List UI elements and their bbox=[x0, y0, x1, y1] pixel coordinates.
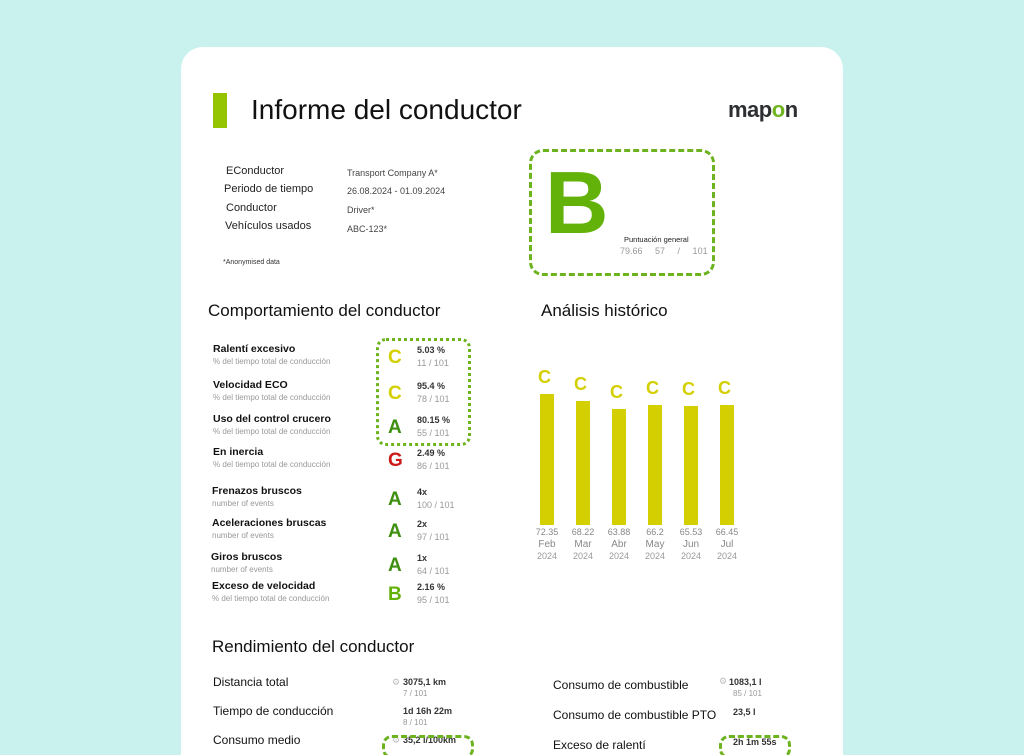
gear-icon: ⚙ bbox=[719, 676, 728, 686]
history-section-title: Análisis histórico bbox=[541, 301, 668, 320]
bar-value: 65.53 bbox=[679, 527, 703, 537]
metric-name: Exceso de velocidad bbox=[212, 580, 316, 592]
performance-metric-name: Consumo de combustible PTO bbox=[553, 708, 717, 722]
title-accent-bar bbox=[213, 93, 227, 128]
bar-year: 2024 bbox=[572, 551, 594, 561]
metric-grade: C bbox=[388, 383, 402, 404]
info-label: EConductor bbox=[226, 165, 285, 177]
bar-month: May bbox=[645, 539, 665, 550]
info-value: 26.08.2024 - 01.09.2024 bbox=[347, 186, 446, 196]
bar-value: 63.88 bbox=[607, 527, 631, 537]
metric-value: 4x bbox=[417, 487, 428, 497]
metric-value: 80.15 % bbox=[417, 415, 451, 425]
metric-rank: 100 / 101 bbox=[417, 500, 455, 510]
metric-subtitle: number of events bbox=[211, 565, 273, 574]
bar-month: Feb bbox=[538, 539, 556, 550]
performance-metric-value: 23,5 l bbox=[733, 707, 756, 717]
bar-year: 2024 bbox=[716, 551, 738, 561]
logo-pin-icon: o bbox=[771, 97, 785, 122]
metric-subtitle: % del tiempo total de conducción bbox=[213, 460, 331, 469]
bar-year: 2024 bbox=[644, 551, 666, 561]
metric-name: Uso del control crucero bbox=[213, 413, 331, 425]
bar-grade: C bbox=[682, 379, 695, 399]
bar-grade: C bbox=[574, 374, 587, 394]
overall-score-values: 79.66 57 / 101 bbox=[620, 246, 708, 256]
metric-rank: 97 / 101 bbox=[417, 532, 450, 542]
bar-month: Jun bbox=[682, 539, 700, 550]
metric-value: 2.49 % bbox=[417, 448, 446, 458]
metric-value: 95.4 % bbox=[417, 381, 446, 391]
metric-grade: A bbox=[388, 417, 402, 438]
performance-metric-name: Tiempo de conducción bbox=[213, 704, 334, 718]
history-bar bbox=[540, 394, 554, 525]
anonymised-note: *Anonymised data bbox=[223, 259, 280, 266]
metric-name: Velocidad ECO bbox=[213, 379, 288, 391]
metric-grade: G bbox=[388, 450, 403, 471]
history-bar bbox=[576, 401, 590, 525]
highlight-box bbox=[382, 735, 474, 755]
metric-grade: A bbox=[388, 489, 402, 510]
bar-value: 68.22 bbox=[571, 527, 595, 537]
overall-grade: B bbox=[545, 153, 609, 252]
performance-metric-rank: 7 / 101 bbox=[403, 689, 428, 698]
gear-icon: ⚙ bbox=[392, 735, 401, 745]
metric-subtitle: number of events bbox=[212, 531, 274, 540]
info-value: ABC-123* bbox=[347, 224, 388, 234]
history-bar bbox=[648, 405, 662, 525]
metric-subtitle: number of events bbox=[212, 499, 274, 508]
mapon-logo: mapon bbox=[728, 97, 798, 122]
info-label: Conductor bbox=[226, 202, 277, 214]
performance-metric-name: Exceso de ralentí bbox=[553, 738, 646, 752]
overall-score-label: Puntuación general bbox=[624, 235, 689, 244]
highlight-box bbox=[719, 735, 791, 755]
bar-month: Jul bbox=[720, 539, 734, 550]
bar-month: Mar bbox=[574, 539, 592, 550]
bar-value: 66.2 bbox=[646, 527, 664, 537]
performance-metric-name: Consumo de combustible bbox=[553, 678, 689, 692]
behaviour-section-title: Comportamiento del conductor bbox=[208, 301, 441, 320]
history-bar bbox=[612, 409, 626, 525]
metric-rank: 86 / 101 bbox=[417, 461, 450, 471]
metric-subtitle: % del tiempo total de conducción bbox=[213, 393, 331, 402]
performance-metric-value: 35,2 l/100km bbox=[403, 735, 457, 745]
metric-value: 2.16 % bbox=[417, 582, 446, 592]
history-bar bbox=[684, 406, 698, 525]
metric-value: 2x bbox=[417, 519, 428, 529]
bar-grade: C bbox=[538, 367, 551, 387]
bar-grade: C bbox=[610, 382, 623, 402]
performance-metric-name: Distancia total bbox=[213, 675, 289, 689]
bar-year: 2024 bbox=[608, 551, 630, 561]
metric-value: 1x bbox=[417, 553, 428, 563]
performance-metric-value: 1d 16h 22m bbox=[403, 706, 453, 716]
bar-grade: C bbox=[718, 378, 731, 398]
metric-grade: C bbox=[388, 347, 402, 368]
bar-month: Abr bbox=[611, 539, 627, 550]
metric-grade: A bbox=[388, 555, 402, 576]
bar-year: 2024 bbox=[536, 551, 558, 561]
metric-subtitle: % del tiempo total de conducción bbox=[213, 357, 331, 366]
metric-rank: 64 / 101 bbox=[417, 566, 450, 576]
performance-section-title: Rendimiento del conductor bbox=[212, 637, 415, 656]
metric-name: Frenazos bruscos bbox=[212, 485, 302, 497]
info-value: Driver* bbox=[347, 205, 375, 215]
page-title: Informe del conductor bbox=[251, 94, 522, 125]
info-label: Vehículos usados bbox=[225, 220, 312, 232]
bar-grade: C bbox=[646, 378, 659, 398]
performance-metric-value: 1083,1 l bbox=[729, 677, 762, 687]
bar-year: 2024 bbox=[680, 551, 702, 561]
metric-grade: B bbox=[388, 584, 402, 605]
bar-value: 66.45 bbox=[715, 527, 739, 537]
metric-subtitle: % del tiempo total de conducción bbox=[212, 594, 330, 603]
info-value: Transport Company A* bbox=[347, 168, 438, 178]
metric-value: 5.03 % bbox=[417, 345, 446, 355]
metric-name: Aceleraciones bruscas bbox=[212, 517, 327, 529]
metric-rank: 95 / 101 bbox=[417, 595, 450, 605]
report-card bbox=[181, 47, 843, 755]
metric-subtitle: % del tiempo total de conducción bbox=[213, 427, 331, 436]
gear-icon: ⚙ bbox=[392, 677, 401, 687]
history-bar bbox=[720, 405, 734, 525]
metric-rank: 11 / 101 bbox=[417, 358, 449, 368]
performance-metric-value: 2h 1m 55s bbox=[733, 737, 777, 747]
metric-name: En inercia bbox=[213, 446, 264, 458]
performance-metric-rank: 85 / 101 bbox=[733, 689, 762, 698]
performance-metric-value: 3075,1 km bbox=[403, 677, 447, 687]
metric-grade: A bbox=[388, 521, 402, 542]
performance-metric-name: Consumo medio bbox=[213, 733, 301, 747]
metric-name: Giros bruscos bbox=[211, 551, 283, 563]
performance-metric-rank: 8 / 101 bbox=[403, 718, 428, 727]
metric-rank: 78 / 101 bbox=[417, 394, 450, 404]
info-label: Periodo de tiempo bbox=[224, 183, 314, 195]
metric-name: Ralentí excesivo bbox=[213, 343, 296, 355]
bar-value: 72.35 bbox=[535, 527, 559, 537]
metric-rank: 55 / 101 bbox=[417, 428, 450, 438]
